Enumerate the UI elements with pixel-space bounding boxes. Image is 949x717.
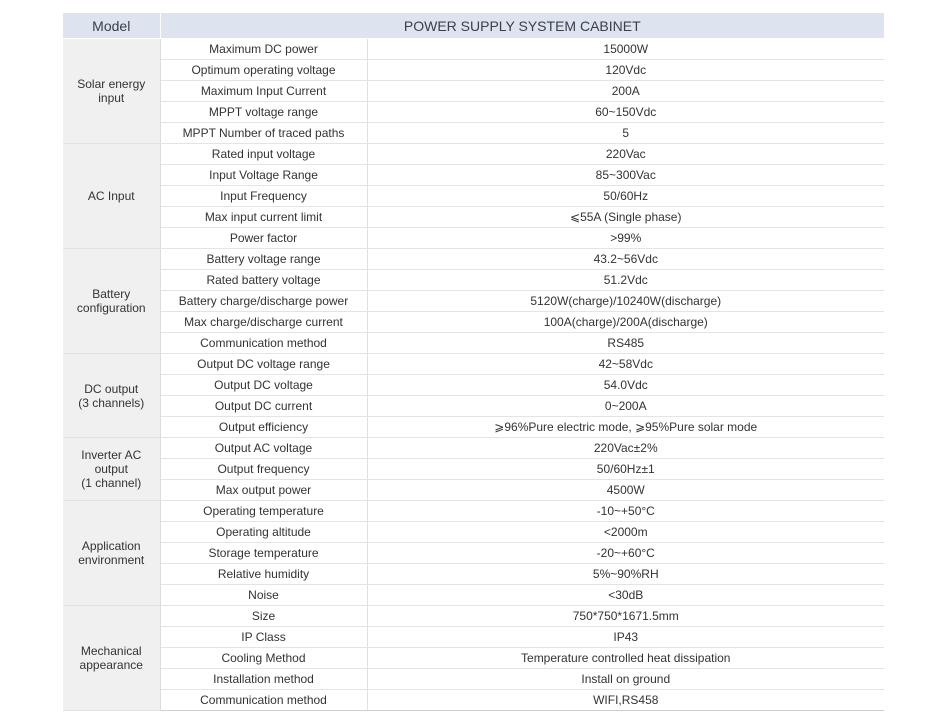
parameter-value: 54.0Vdc [367,375,884,396]
table-header-row [63,13,884,39]
parameter-value: -20~+60°C [367,543,884,564]
parameter-value: -10~+50°C [367,501,884,522]
parameter-name: Operating altitude [160,522,367,543]
parameter-value: 200A [367,81,884,102]
parameter-name: Output DC voltage [160,375,367,396]
parameter-name: Maximum DC power [160,39,367,60]
parameter-name: Maximum Input Current [160,81,367,102]
product-title-header: POWER SUPPLY SYSTEM CABINET [160,13,884,39]
group-label: Mechanical appearance [63,606,160,711]
table-row [63,585,884,606]
parameter-name: Battery voltage range [160,249,367,270]
table-row [63,228,884,249]
table-row [63,333,884,354]
table-row [63,480,884,501]
table-row [63,501,884,522]
model-header: Model [63,13,160,39]
parameter-value: 5 [367,123,884,144]
parameter-name: Cooling Method [160,648,367,669]
parameter-value: ⩽55A (Single phase) [367,207,884,228]
table-row [63,81,884,102]
table-row [63,417,884,438]
table-row [63,606,884,627]
spec-table [63,13,884,711]
parameter-name: Max output power [160,480,367,501]
table-row [63,375,884,396]
parameter-name: Noise [160,585,367,606]
table-row [63,354,884,375]
table-row [63,60,884,81]
parameter-name: Output frequency [160,459,367,480]
parameter-value: 85~300Vac [367,165,884,186]
table-row [63,312,884,333]
parameter-value: 4500W [367,480,884,501]
group-label: AC Input [63,144,160,249]
parameter-value: >99% [367,228,884,249]
table-row [63,438,884,459]
parameter-name: Battery charge/discharge power [160,291,367,312]
parameter-name: Communication method [160,690,367,711]
parameter-value: <30dB [367,585,884,606]
parameter-value: Install on ground [367,669,884,690]
parameter-name: Communication method [160,333,367,354]
parameter-value: ⩾96%Pure electric mode, ⩾95%Pure solar mode [367,417,884,438]
parameter-value: 0~200A [367,396,884,417]
table-row [63,186,884,207]
parameter-value: 750*750*1671.5mm [367,606,884,627]
parameter-value: 42~58Vdc [367,354,884,375]
table-row [63,669,884,690]
parameter-value: 50/60Hz±1 [367,459,884,480]
parameter-name: IP Class [160,627,367,648]
parameter-value: 220Vac±2% [367,438,884,459]
parameter-name: Output DC voltage range [160,354,367,375]
table-row [63,522,884,543]
parameter-value: 15000W [367,39,884,60]
parameter-value: WIFI,RS458 [367,690,884,711]
parameter-value: 51.2Vdc [367,270,884,291]
parameter-name: Power factor [160,228,367,249]
parameter-value: 5120W(charge)/10240W(discharge) [367,291,884,312]
parameter-name: MPPT Number of traced paths [160,123,367,144]
parameter-name: MPPT voltage range [160,102,367,123]
table-row [63,207,884,228]
parameter-value: Temperature controlled heat dissipation [367,648,884,669]
parameter-value: <2000m [367,522,884,543]
parameter-name: Installation method [160,669,367,690]
parameter-name: Output AC voltage [160,438,367,459]
table-row [63,291,884,312]
parameter-name: Operating temperature [160,501,367,522]
parameter-name: Output DC current [160,396,367,417]
parameter-name: Output efficiency [160,417,367,438]
group-label: Solar energy input [63,39,160,144]
parameter-value: 220Vac [367,144,884,165]
group-label: Inverter AC output (1 channel) [63,438,160,501]
table-row [63,165,884,186]
parameter-name: Size [160,606,367,627]
table-row [63,627,884,648]
table-row [63,459,884,480]
parameter-name: Rated input voltage [160,144,367,165]
parameter-name: Max input current limit [160,207,367,228]
table-row [63,39,884,60]
table-row [63,144,884,165]
table-row [63,690,884,711]
table-row [63,564,884,585]
table-row [63,543,884,564]
parameter-value: 100A(charge)/200A(discharge) [367,312,884,333]
parameter-value: 50/60Hz [367,186,884,207]
table-row [63,396,884,417]
parameter-value: IP43 [367,627,884,648]
parameter-name: Optimum operating voltage [160,60,367,81]
table-row [63,270,884,291]
table-row [63,249,884,270]
parameter-name: Input Frequency [160,186,367,207]
parameter-value: 5%~90%RH [367,564,884,585]
group-label: Application environment [63,501,160,606]
table-row [63,648,884,669]
parameter-name: Input Voltage Range [160,165,367,186]
parameter-value: RS485 [367,333,884,354]
table-row [63,102,884,123]
parameter-value: 120Vdc [367,60,884,81]
parameter-name: Storage temperature [160,543,367,564]
table-row [63,123,884,144]
parameter-value: 60~150Vdc [367,102,884,123]
group-label: DC output (3 channels) [63,354,160,438]
parameter-value: 43.2~56Vdc [367,249,884,270]
group-label: Battery configuration [63,249,160,354]
parameter-name: Rated battery voltage [160,270,367,291]
parameter-name: Max charge/discharge current [160,312,367,333]
spec-table-body [63,39,884,711]
spec-table-container [63,13,884,711]
parameter-name: Relative humidity [160,564,367,585]
